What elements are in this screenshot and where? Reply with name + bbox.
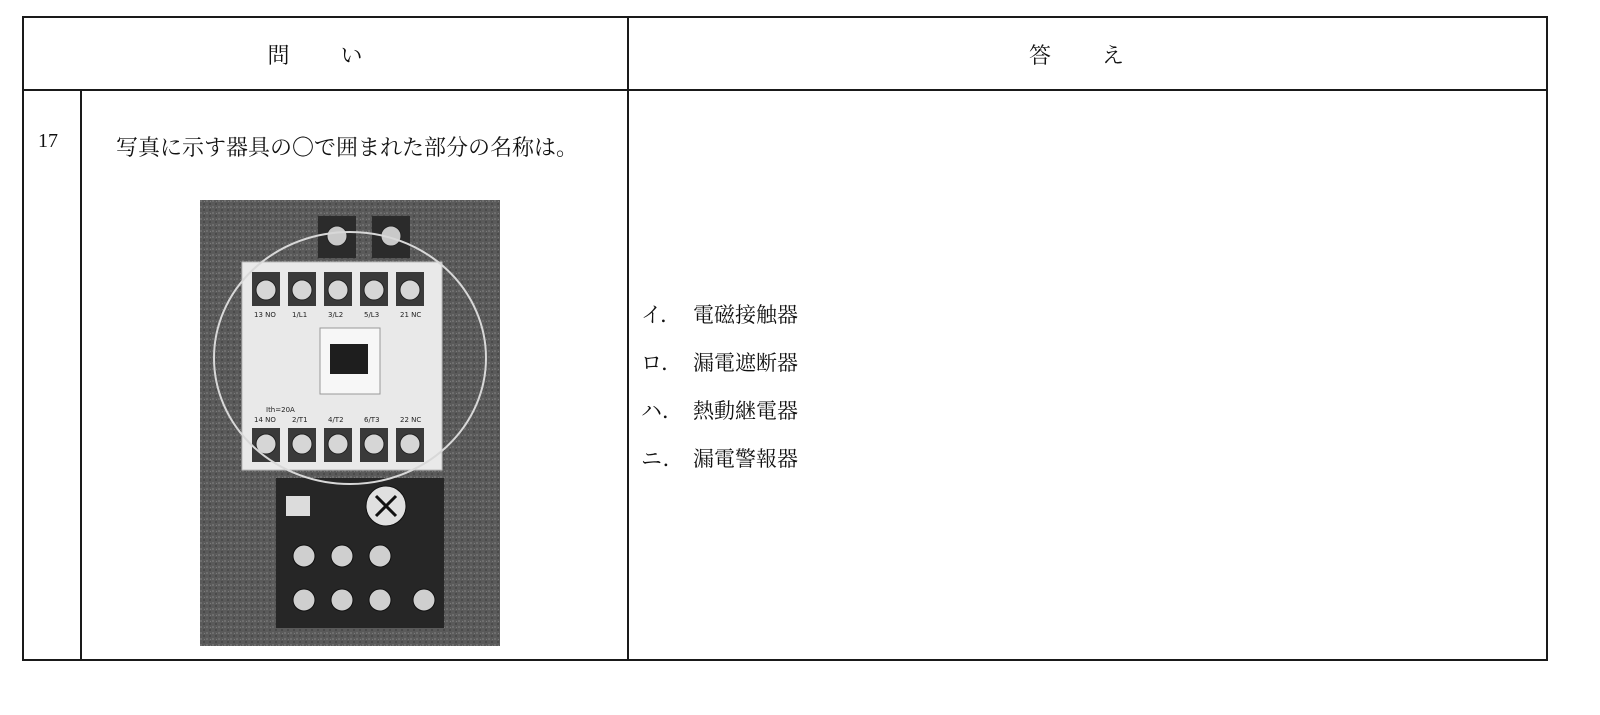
terminal-label-3l2: 3/L2 [328,311,344,319]
answer-key: ニ． [641,447,684,471]
question-text: 写真に示す器具の〇で囲まれた部分の名称は。 [116,136,579,161]
question-column-header [24,18,628,90]
contactor-photo [200,200,500,646]
question-header-label: 問 い [267,43,385,69]
answer-text: 熱動継電器 [693,399,798,423]
question-table [22,16,1548,661]
terminal-label-13no: 13 NO [254,311,276,319]
answer-key: ハ． [641,399,683,423]
terminal-label-21nc: 21 NC [400,311,422,319]
answer-text: 漏電警報器 [693,447,798,471]
terminal-label-2t1: 2/T1 [292,416,308,424]
terminal-label-22nc: 22 NC [400,416,422,424]
answer-column-header [629,18,1546,90]
answer-option-i[interactable] [641,290,798,338]
rating-label: Ith=20A [266,406,295,414]
answer-text: 漏電遮断器 [693,351,798,375]
number-column-divider [80,90,82,659]
terminal-label-6t3: 6/T3 [364,416,380,424]
terminal-label-1l1: 1/L1 [292,311,308,319]
answer-option-ni[interactable] [641,434,798,482]
terminal-label-14no: 14 NO [254,416,276,424]
terminal-label-5l3: 5/L3 [364,311,380,319]
answer-text: 電磁接触器 [693,303,798,327]
answer-header-label: 答 え [1029,43,1146,69]
answer-options [641,290,798,482]
answer-option-ro[interactable] [641,338,798,386]
answer-key: イ． [641,303,682,327]
answer-key: ロ． [641,351,683,375]
answer-option-ha[interactable] [641,386,798,434]
question-number: 17 [38,130,58,152]
terminal-label-4t2: 4/T2 [328,416,344,424]
column-divider [627,18,629,659]
